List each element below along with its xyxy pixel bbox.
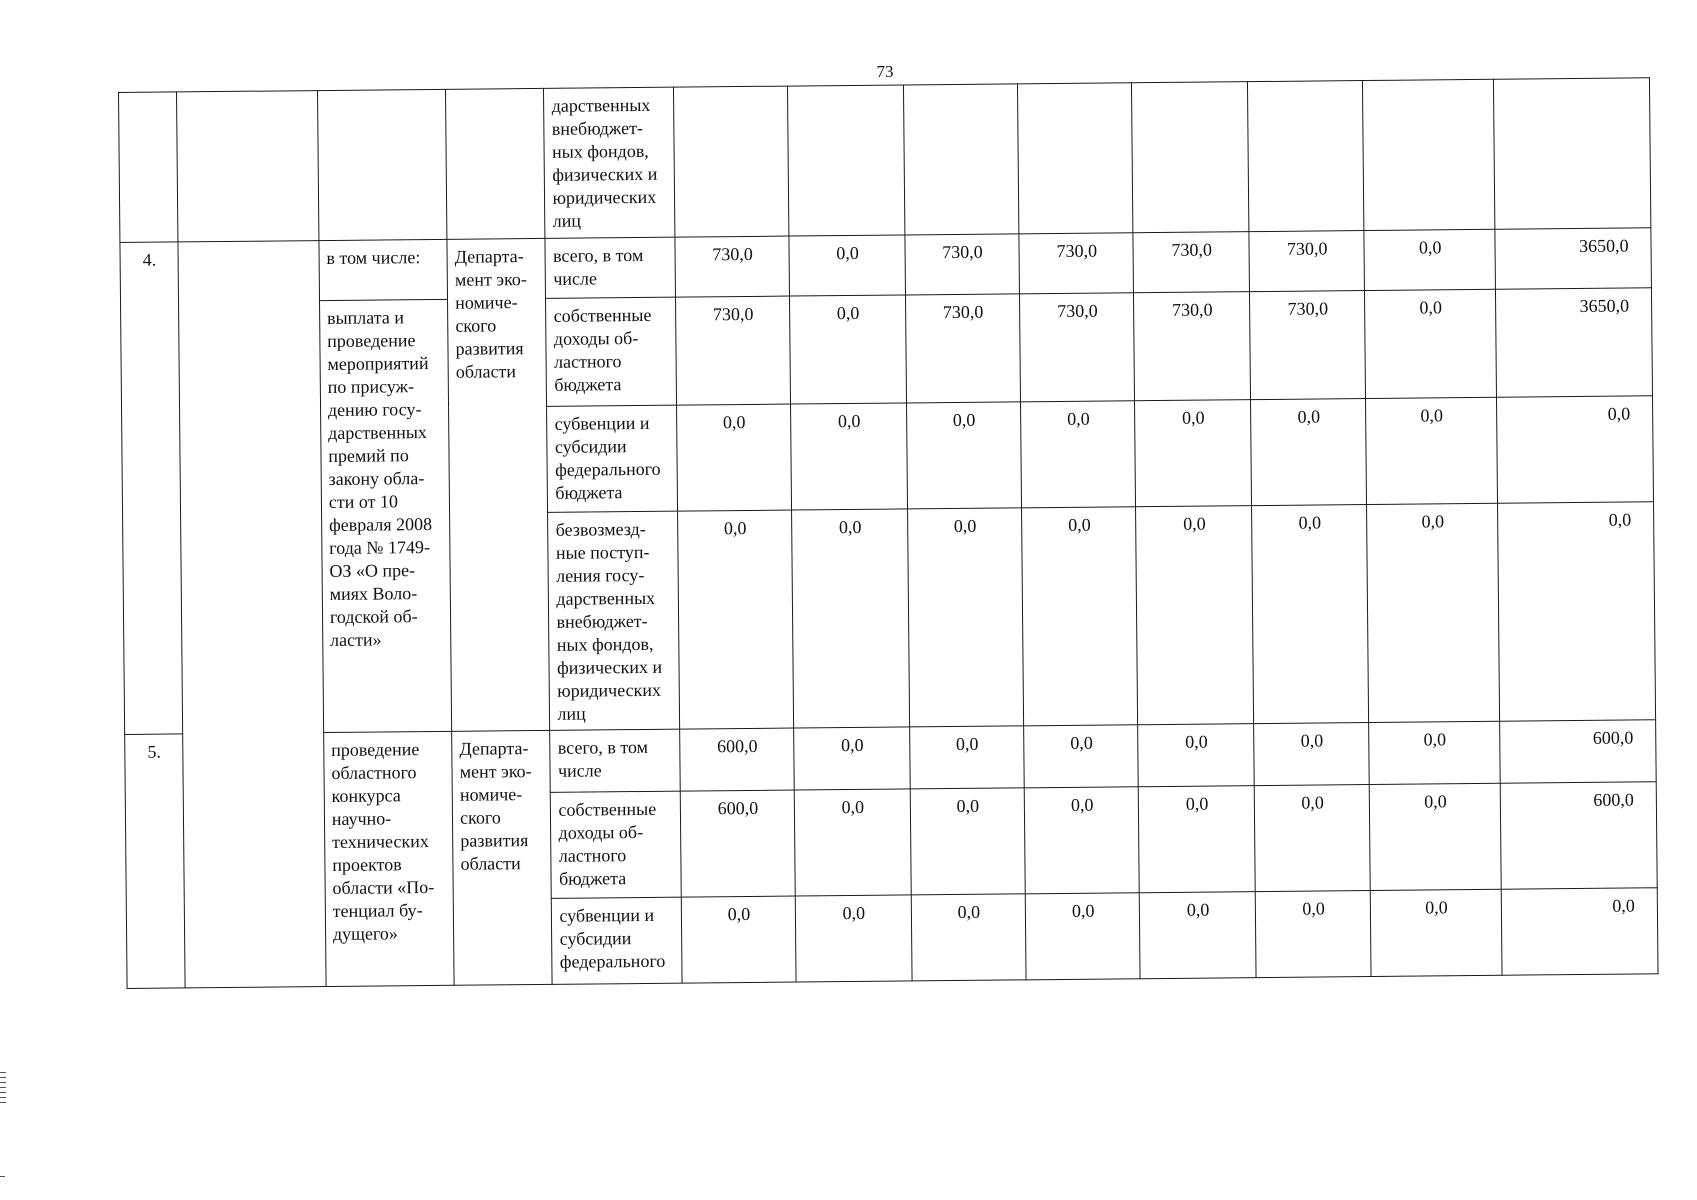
- value-cell: 0,0: [1021, 401, 1136, 508]
- value-cell-total: 3650,0: [1495, 288, 1652, 397]
- table-cell-empty: [1018, 83, 1134, 234]
- table-cell-empty: [176, 91, 319, 242]
- value-cell: 730,0: [905, 234, 1020, 295]
- value-cell-total: 600,0: [1499, 720, 1656, 783]
- table-cell-empty: [178, 241, 326, 988]
- value-cell: 0,0: [1138, 724, 1254, 787]
- scan-edge-dot: [0, 1176, 5, 1177]
- value-cell: 0,0: [1366, 397, 1497, 504]
- table-cell-empty: [788, 85, 905, 236]
- value-cell: 730,0: [1019, 233, 1134, 294]
- value-cell: 0,0: [1135, 400, 1251, 507]
- value-cell: 0,0: [1254, 785, 1370, 892]
- value-cell: 0,0: [677, 510, 793, 729]
- value-cell: 0,0: [1139, 786, 1255, 893]
- value-cell-total: 600,0: [1500, 782, 1657, 889]
- value-cell-total: 3650,0: [1495, 228, 1652, 289]
- value-cell: 730,0: [1249, 291, 1365, 400]
- value-cell: 0,0: [1251, 505, 1369, 724]
- value-cell: 0,0: [1367, 503, 1500, 722]
- value-cell: 600,0: [680, 790, 795, 897]
- value-cell: 0,0: [906, 402, 1021, 509]
- executor-cell: Департа-мент эко-номиче-ского развития области: [447, 238, 550, 731]
- table-cell-empty: [446, 88, 546, 239]
- value-cell: 0,0: [1024, 787, 1139, 894]
- value-cell: 0,0: [1370, 783, 1501, 890]
- value-cell: 0,0: [1022, 507, 1138, 726]
- value-cell: 0,0: [1254, 723, 1370, 786]
- measure-cell: проведение областного конкурса научно-технических проектов области «По-тенциал бу-дущего»: [324, 731, 455, 986]
- value-cell: 0,0: [792, 509, 910, 728]
- value-cell: 730,0: [1249, 231, 1365, 292]
- measure-header-cell: в том числе:: [319, 239, 448, 300]
- table-cell-empty: [1132, 82, 1249, 233]
- value-cell: 0,0: [790, 295, 906, 404]
- row-number: 4.: [120, 242, 182, 735]
- budget-table-wrapper: [118, 77, 1659, 989]
- table-cell-empty: [1493, 78, 1651, 229]
- table-cell-empty: [903, 84, 1019, 235]
- funding-source-cell: собственные доходы об-ластного бюджета: [546, 297, 676, 406]
- value-cell: 0,0: [794, 789, 910, 896]
- value-cell: 0,0: [1140, 892, 1256, 979]
- table-cell-empty: [317, 89, 447, 240]
- table-row: [121, 288, 1653, 411]
- value-cell: 0,0: [1255, 891, 1371, 978]
- value-cell: 730,0: [1020, 293, 1135, 402]
- funding-source-cell: субвенции и субсидии федерального: [552, 897, 682, 984]
- row-number: 5.: [125, 734, 185, 989]
- funding-source-cell: безвозмезд-ные поступ-ления госу-дарственных внебюджет-ных фондов, физических и юридических лиц: [548, 511, 679, 730]
- funding-source-cell: всего, в том числе: [545, 237, 675, 298]
- executor-cell: Департа-мент эко-номиче-ского развития области: [452, 730, 553, 985]
- funding-source-cell: субвенции и субсидии федерального бюджета: [547, 405, 677, 512]
- value-cell: 730,0: [675, 236, 790, 297]
- value-cell: 730,0: [675, 296, 790, 405]
- funding-source-cell: собственные доходы об-ластного бюджета: [551, 791, 681, 898]
- value-cell: 0,0: [1024, 725, 1139, 788]
- value-cell: 0,0: [910, 788, 1025, 895]
- value-cell: 0,0: [911, 894, 1026, 981]
- value-cell: 0,0: [1369, 721, 1500, 784]
- value-cell: 0,0: [1365, 289, 1496, 398]
- value-cell-total: 0,0: [1501, 888, 1658, 975]
- table-cell-empty: [1247, 81, 1364, 232]
- value-cell: 0,0: [1371, 889, 1502, 976]
- value-cell: 0,0: [909, 726, 1024, 789]
- value-cell: 730,0: [1134, 292, 1250, 401]
- funding-source-cell: дарственных внебюджет-ных фондов, физических и юридических лиц: [544, 87, 675, 238]
- funding-source-cell: всего, в том числе: [550, 729, 680, 792]
- value-cell: 0,0: [681, 896, 796, 983]
- value-cell: 0,0: [1250, 399, 1366, 506]
- scan-edge-marks: [0, 1072, 6, 1106]
- value-cell: 0,0: [795, 895, 911, 982]
- value-cell: 0,0: [1136, 506, 1254, 725]
- measure-cell: выплата и проведение мероприятий по присуж-дению госу-дарственных премий по закону обла-сти от 10 февраля 2008 года № 1749-ОЗ «О пре-миях Воло-годской об-ласти»: [319, 299, 451, 732]
- value-cell: 0,0: [789, 235, 905, 296]
- table-cell-empty: [1363, 79, 1495, 230]
- value-cell: 600,0: [679, 728, 794, 791]
- table-cell-empty: [119, 92, 178, 243]
- table-cell-empty: [673, 86, 789, 237]
- value-cell: 0,0: [794, 727, 910, 790]
- page-number: 73: [876, 62, 894, 81]
- value-cell: 0,0: [1025, 893, 1140, 980]
- value-cell: 730,0: [1133, 232, 1249, 293]
- table-row-continuation: [119, 78, 1651, 243]
- value-cell-total: 0,0: [1496, 396, 1653, 503]
- value-cell: 0,0: [907, 508, 1023, 727]
- value-cell: 0,0: [676, 404, 791, 511]
- budget-table: [118, 77, 1659, 989]
- value-cell: 0,0: [791, 403, 907, 510]
- value-cell: 730,0: [905, 294, 1020, 403]
- value-cell-total: 0,0: [1497, 502, 1655, 721]
- value-cell: 0,0: [1364, 229, 1495, 290]
